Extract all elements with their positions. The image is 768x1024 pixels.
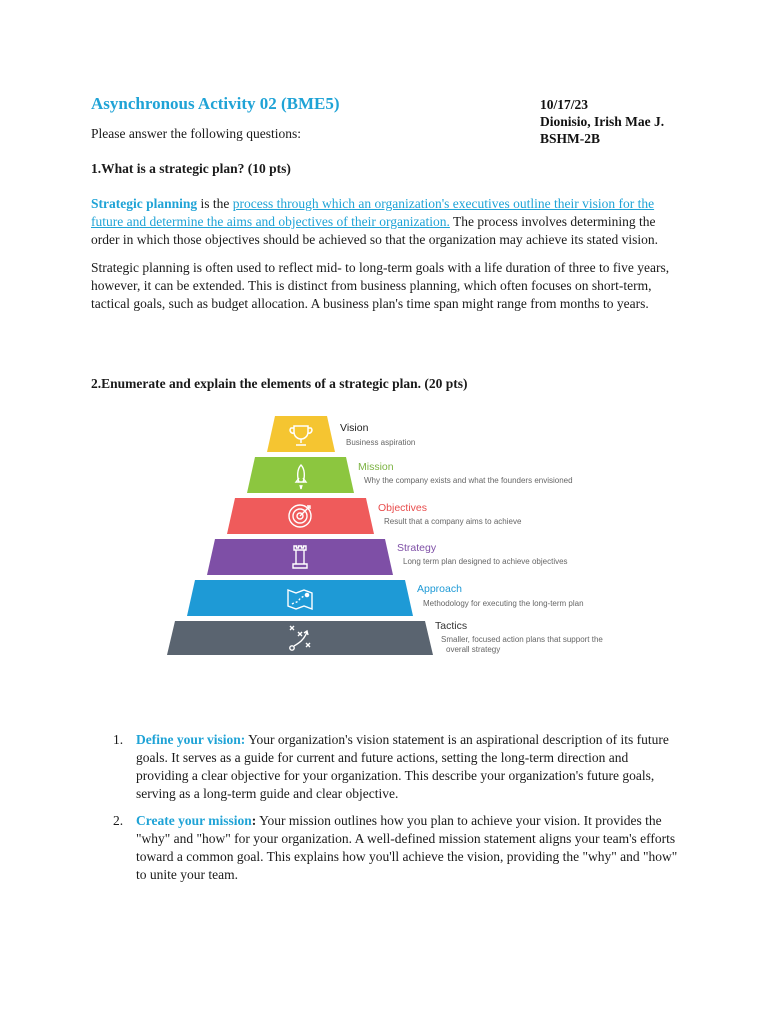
pyramid-level-approach [187,580,584,616]
pyramid-level-objectives [227,498,522,534]
instructions: Please answer the following questions: [91,126,301,141]
list-number: 1. [113,732,124,747]
question-1: 1.What is a strategic plan? (10 pts) [91,161,291,176]
date: 10/17/23 [540,97,589,112]
tactics-subtitle-line-1: Smaller, focused action plans that support the [441,635,603,644]
mission-title: Mission [358,461,394,473]
document-title: Asynchronous Activity 02 (BME5) [91,94,340,113]
pyramid-level-tactics [167,620,603,655]
strategy-title: Strategy [397,542,437,554]
pyramid-band-approach [187,580,413,616]
term-strategic-planning: Strategic planning [91,196,198,211]
student-name: Dionisio, Irish Mae J. [540,114,665,129]
elements-list-item-2 [91,812,681,884]
tactics-subtitle-line-2: overall strategy [446,645,501,654]
definition-link[interactable]: process through which an organization's executives outline their vision for the future and determine the aims and objectives of their organization. [91,196,655,229]
pyramid-band-vision [267,416,335,452]
list-text: Your mission outlines how you plan to achieve your vision. It provides the "why" and "how" for your organization. A well-defined mission statement aligns your team's efforts toward a common goal. This explains how you'll achieve the vision, providing the "why" and "how" to unite your team. [136,813,678,882]
pyramid-level-mission [247,457,573,493]
pyramid-level-vision [267,416,415,452]
answer-1-paragraph-2: Strategic planning is often used to reflect mid- to long-term goals with a life duration of three to five years, however, it can be extended. This is distinct from business planning, which often focuses on short-term, tactical goals, such as budget allocation. A business plan's time span might range from months to years. [91,260,670,311]
vision-title: Vision [340,422,369,434]
pyramid-level-strategy [207,539,568,575]
term-create-mission: Create your mission [136,813,252,828]
student-info [540,96,664,147]
approach-title: Approach [417,583,462,595]
objectives-title: Objectives [378,502,428,514]
approach-subtitle: Methodology for executing the long-term plan [423,599,584,608]
strategy-subtitle: Long term plan designed to achieve objectives [403,557,568,566]
list-number: 2. [113,813,124,828]
text: The process involves determining the order in which those objectives should be achieved so that the organization may achieve its stated vision. [91,214,658,247]
tactics-title: Tactics [435,620,468,632]
list-text: Your organization's vision statement is an aspirational description of its future goals. It serves as a guide for current and future actions, setting the long-term direction and providing a clear objective for your organization. This describe your organization's future goals, serving as a long-term guide and clear objective. [136,732,669,801]
vision-subtitle: Business aspiration [346,438,416,447]
question-2: 2.Enumerate and explain the elements of a strategic plan. (20 pts) [91,376,468,391]
pyramid-band-tactics [167,621,433,655]
mission-subtitle: Why the company exists and what the founders envisioned [364,476,573,485]
term-define-vision: Define your vision: [136,732,246,747]
text: is the [197,196,233,211]
objectives-subtitle: Result that a company aims to achieve [384,517,522,526]
section: BSHM-2B [540,131,601,146]
elements-list-item-1 [91,731,681,803]
pyramid-band-strategy [207,539,393,575]
strategic-plan-pyramid [165,410,625,665]
colon: : [251,813,257,828]
answer-1-paragraph-1 [91,195,681,249]
